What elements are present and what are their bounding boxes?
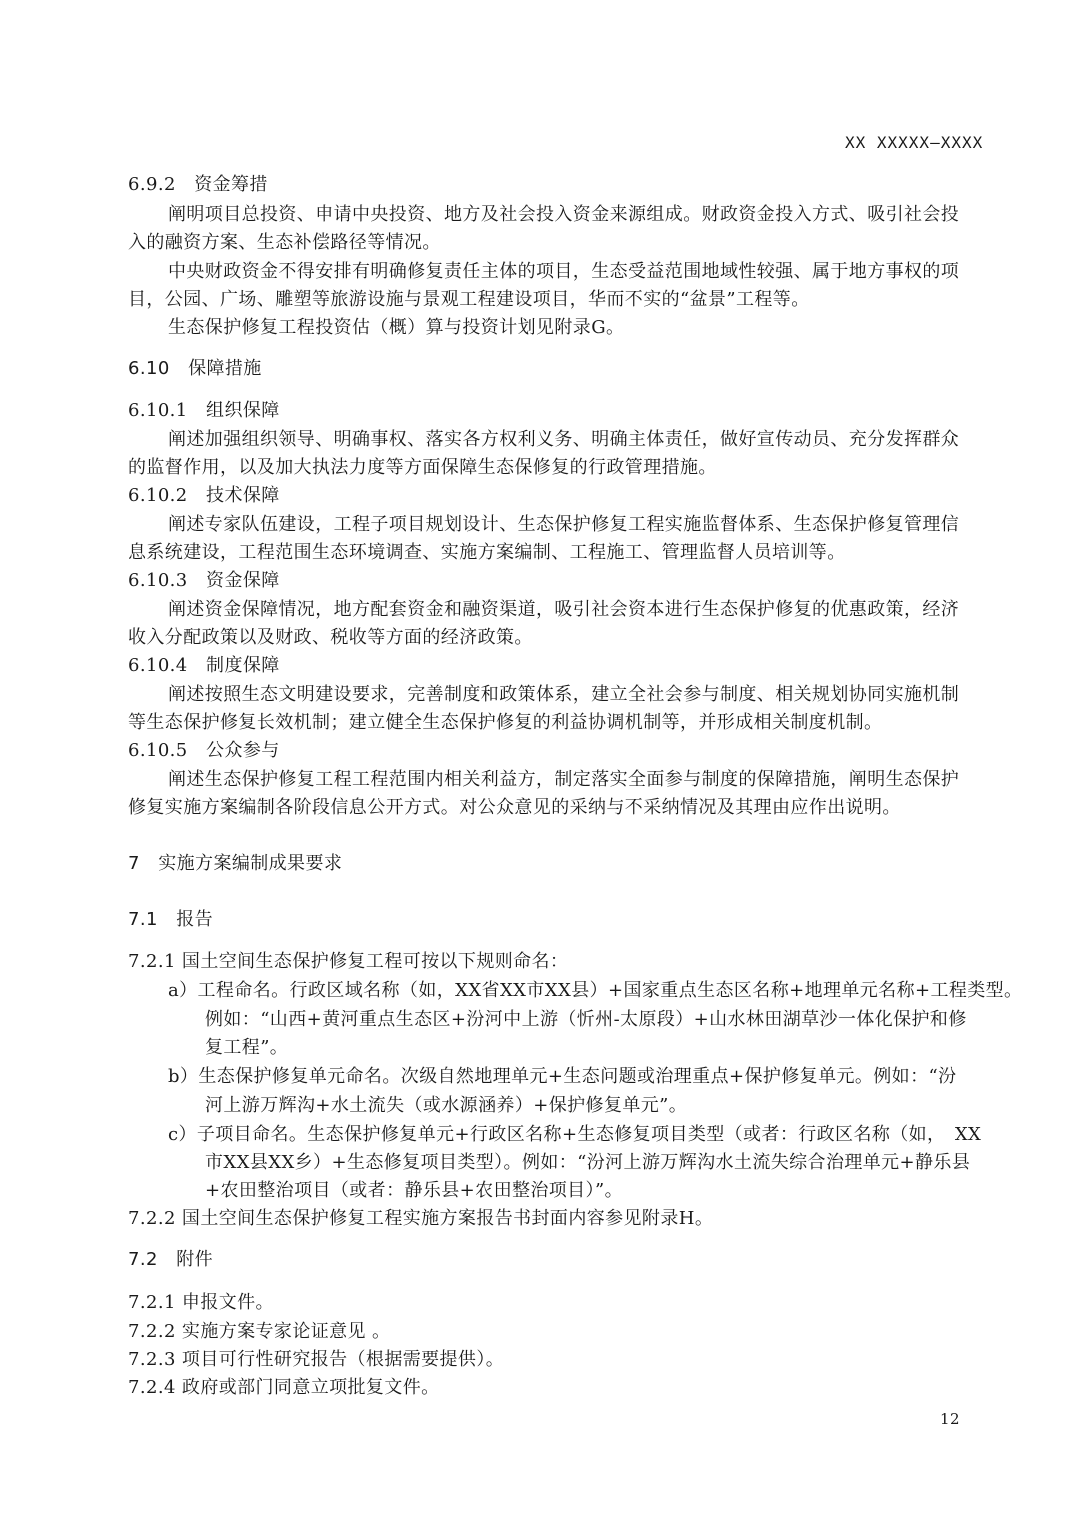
paragraph-line: 阐述生态保护修复工程工程范围内相关利益方，制定落实全面参与制度的保障措施，阐明生态保护: [168, 769, 960, 790]
paragraph-line: 收入分配政策以及财政、税收等方面的经济政策。: [128, 627, 533, 648]
paragraph-line: 生态保护修复工程投资估（概）算与投资计划见附录G。: [168, 317, 625, 338]
list-item-c: c）子项目命名。生态保护修复单元+行政区名称+生态修复项目类型（或者：行政区名称（如， XX: [168, 1124, 982, 1145]
paragraph-line: 目，公园、广场、雕塑等旅游设施与景观工程建设项目，华而不实的“盆景”工程等。: [128, 289, 810, 310]
paragraph-line: 阐明项目总投资、申请中央投资、地方及社会投入资金来源组成。财政资金投入方式、吸引社会投: [168, 204, 960, 225]
paragraph-line: 阐述专家队伍建设，工程子项目规划设计、生态保护修复工程实施监督体系、生态保护修复管理信: [168, 514, 960, 535]
paragraph-line: 阐述加强组织领导、明确事权、落实各方权利义务、明确主体责任，做好宣传动员、充分发挥群众: [168, 429, 960, 450]
paragraph-line: 中央财政资金不得安排有明确修复责任主体的项目，生态受益范围地域性较强、属于地方事权的项: [168, 261, 960, 282]
list-item-b: b）生态保护修复单元命名。次级自然地理单元+生态问题或治理重点+保护修复单元。例如：“汾: [168, 1066, 957, 1087]
paragraph-line: 阐述资金保障情况，地方配套资金和融资渠道，吸引社会资本进行生态保护修复的优惠政策，经济: [168, 599, 960, 620]
standard-code: XX XXXXX—XXXX: [845, 133, 984, 152]
section-heading-6-10-5: 6.10.5 公众参与: [128, 740, 280, 761]
section-heading-6-10-4: 6.10.4 制度保障: [128, 655, 280, 676]
list-item-b-cont: 河上游万辉沟+水土流失（或水源涵养）+保护修复单元”。: [205, 1095, 688, 1116]
paragraph-line: 的监督作用，以及加大执法力度等方面保障生态保修复的行政管理措施。: [128, 457, 717, 478]
paragraph-line: 息系统建设，工程范围生态环境调查、实施方案编制、工程施工、管理监督人员培训等。: [128, 542, 846, 563]
paragraph-line: 修复实施方案编制各阶段信息公开方式。对公众意见的采纳与不采纳情况及其理由应作出说明。: [128, 797, 901, 818]
section-heading-6-10-2: 6.10.2 技术保障: [128, 485, 280, 506]
page-number: 12: [940, 1410, 960, 1428]
section-heading-6-10-1: 6.10.1 组织保障: [128, 400, 280, 421]
paragraph-line: 阐述按照生态文明建设要求，完善制度和政策体系，建立全社会参与制度、相关规划协同实施机制: [168, 684, 960, 705]
clause-7-2-2-cover: 7.2.2 国土空间生态保护修复工程实施方案报告书封面内容参见附录H。: [128, 1208, 714, 1229]
list-item-a-cont: 复工程”。: [205, 1037, 289, 1058]
attachment-item: 7.2.2 实施方案专家论证意见 。: [128, 1321, 391, 1342]
section-heading-7-1: 7.1 报告: [128, 909, 214, 930]
attachment-item: 7.2.3 项目可行性研究报告（根据需要提供）。: [128, 1349, 505, 1370]
paragraph-line: 入的融资方案、生态补偿路径等情况。: [128, 232, 441, 253]
list-item-a-cont: 例如：“山西+黄河重点生态区+汾河中上游（忻州-太原段）+山水林田湖草沙一体化保护和修: [205, 1009, 967, 1030]
list-item-a: a）工程命名。行政区域名称（如，XX省XX市XX县）+国家重点生态区名称+地理单元名称+工程类型。: [168, 980, 1023, 1001]
chapter-heading-7: 7 实施方案编制成果要求: [128, 853, 343, 874]
section-heading-6-10: 6.10 保障措施: [128, 358, 262, 379]
section-heading-6-10-3: 6.10.3 资金保障: [128, 570, 280, 591]
list-item-c-cont: 市XX县XX乡）+生态修复项目类型）。例如：“汾河上游万辉沟水土流失综合治理单元+静乐县: [205, 1152, 971, 1173]
paragraph-line: 等生态保护修复长效机制；建立健全生态保护修复的利益协调机制等，并形成相关制度机制。: [128, 712, 883, 733]
attachment-item: 7.2.1 申报文件。: [128, 1292, 274, 1313]
list-item-c-cont: +农田整治项目（或者：静乐县+农田整治项目）”。: [205, 1180, 623, 1201]
section-heading-7-2: 7.2 附件: [128, 1249, 214, 1270]
attachment-item: 7.2.4 政府或部门同意立项批复文件。: [128, 1377, 440, 1398]
section-heading-6-9-2: 6.9.2 资金筹措: [128, 174, 268, 195]
clause-7-2-1-naming: 7.2.1 国土空间生态保护修复工程可按以下规则命名：: [128, 951, 569, 972]
